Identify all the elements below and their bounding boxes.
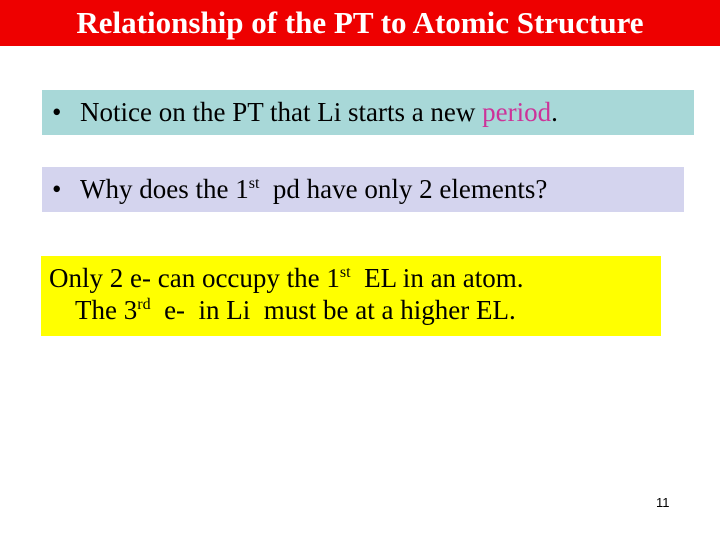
bullet-notice-period	[42, 90, 694, 135]
bullet-text-pre: Why does the 1	[80, 174, 249, 204]
ordinal-superscript: st	[248, 175, 260, 192]
slide-number: 11	[656, 495, 670, 510]
answer-box	[41, 256, 661, 336]
bullet-why-first-period	[42, 167, 684, 212]
title-bar	[0, 0, 720, 46]
bullet-marker: •	[52, 174, 62, 204]
answer-line-1-pre: Only 2 e- can occupy the 1	[49, 263, 340, 293]
answer-line-1	[49, 262, 661, 294]
highlight-period: period	[482, 97, 552, 127]
ordinal-superscript: rd	[137, 296, 151, 313]
slide-title: Relationship of the PT to Atomic Structure	[76, 4, 644, 40]
answer-line-2-post: e- in Li must be at a higher EL.	[150, 295, 516, 325]
answer-line-2-pre: The 3	[75, 295, 138, 325]
ordinal-superscript: st	[339, 264, 351, 281]
answer-line-1-post: EL in an atom.	[350, 263, 524, 293]
bullet-text: Notice on the PT that Li starts a new	[80, 97, 483, 127]
bullet-text-post: pd have only 2 elements?	[259, 174, 548, 204]
answer-line-2	[49, 294, 661, 326]
bullet-end: .	[551, 97, 558, 127]
bullet-marker: •	[52, 97, 62, 127]
